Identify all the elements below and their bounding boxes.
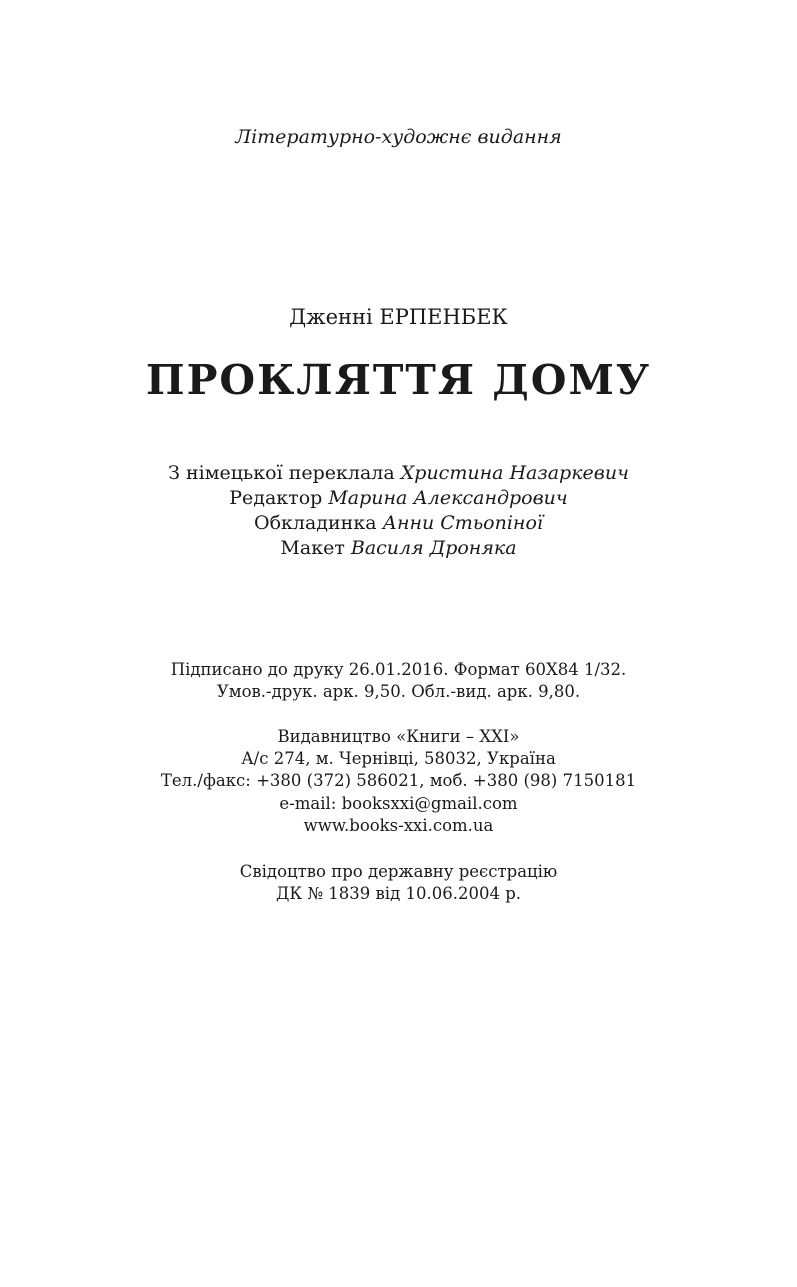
credit-role: З німецької переклала <box>168 462 401 484</box>
publisher-address: А/с 274, м. Чернівці, 58032, Україна <box>241 749 556 768</box>
print-info-line: Умов.-друк. арк. 9,50. Обл.-вид. арк. 9,80. <box>216 682 581 701</box>
credit-person: Анни Стьопіної <box>382 512 543 534</box>
publisher-email: e-mail: booksxxi@gmail.com <box>279 794 518 813</box>
credit-cover <box>0 512 797 534</box>
credit-person: Христина Назаркевич <box>400 462 629 484</box>
credit-editor <box>0 487 797 509</box>
edition-type: Літературно-художнє видання <box>235 126 562 148</box>
credit-person: Марина Александрович <box>328 487 568 509</box>
registration-line: ДК № 1839 від 10.06.2004 р. <box>275 884 522 903</box>
credit-role: Редактор <box>229 487 329 509</box>
publisher-website: www.books-xxi.com.ua <box>303 816 494 835</box>
publisher-phone: Тел./факс: +380 (372) 586021, моб. +380 (98) 7150181 <box>160 771 637 790</box>
credit-role: Обкладинка <box>254 512 383 534</box>
print-info-line: Підписано до друку 26.01.2016. Формат 60Х84 1/32. <box>170 660 627 679</box>
author-name: Дженні ЕРПЕНБЕК <box>289 305 508 329</box>
book-title: ПРОКЛЯТТЯ ДОМУ <box>145 356 652 404</box>
credit-role: Макет <box>280 537 351 559</box>
credit-layout <box>0 537 797 559</box>
credit-person: Василя Дроняка <box>350 537 517 559</box>
credit-translator <box>0 462 797 484</box>
publisher-name: Видавництво «Книги – ХХІ» <box>277 727 520 746</box>
registration-line: Свідоцтво про державну реєстрацію <box>239 862 558 881</box>
